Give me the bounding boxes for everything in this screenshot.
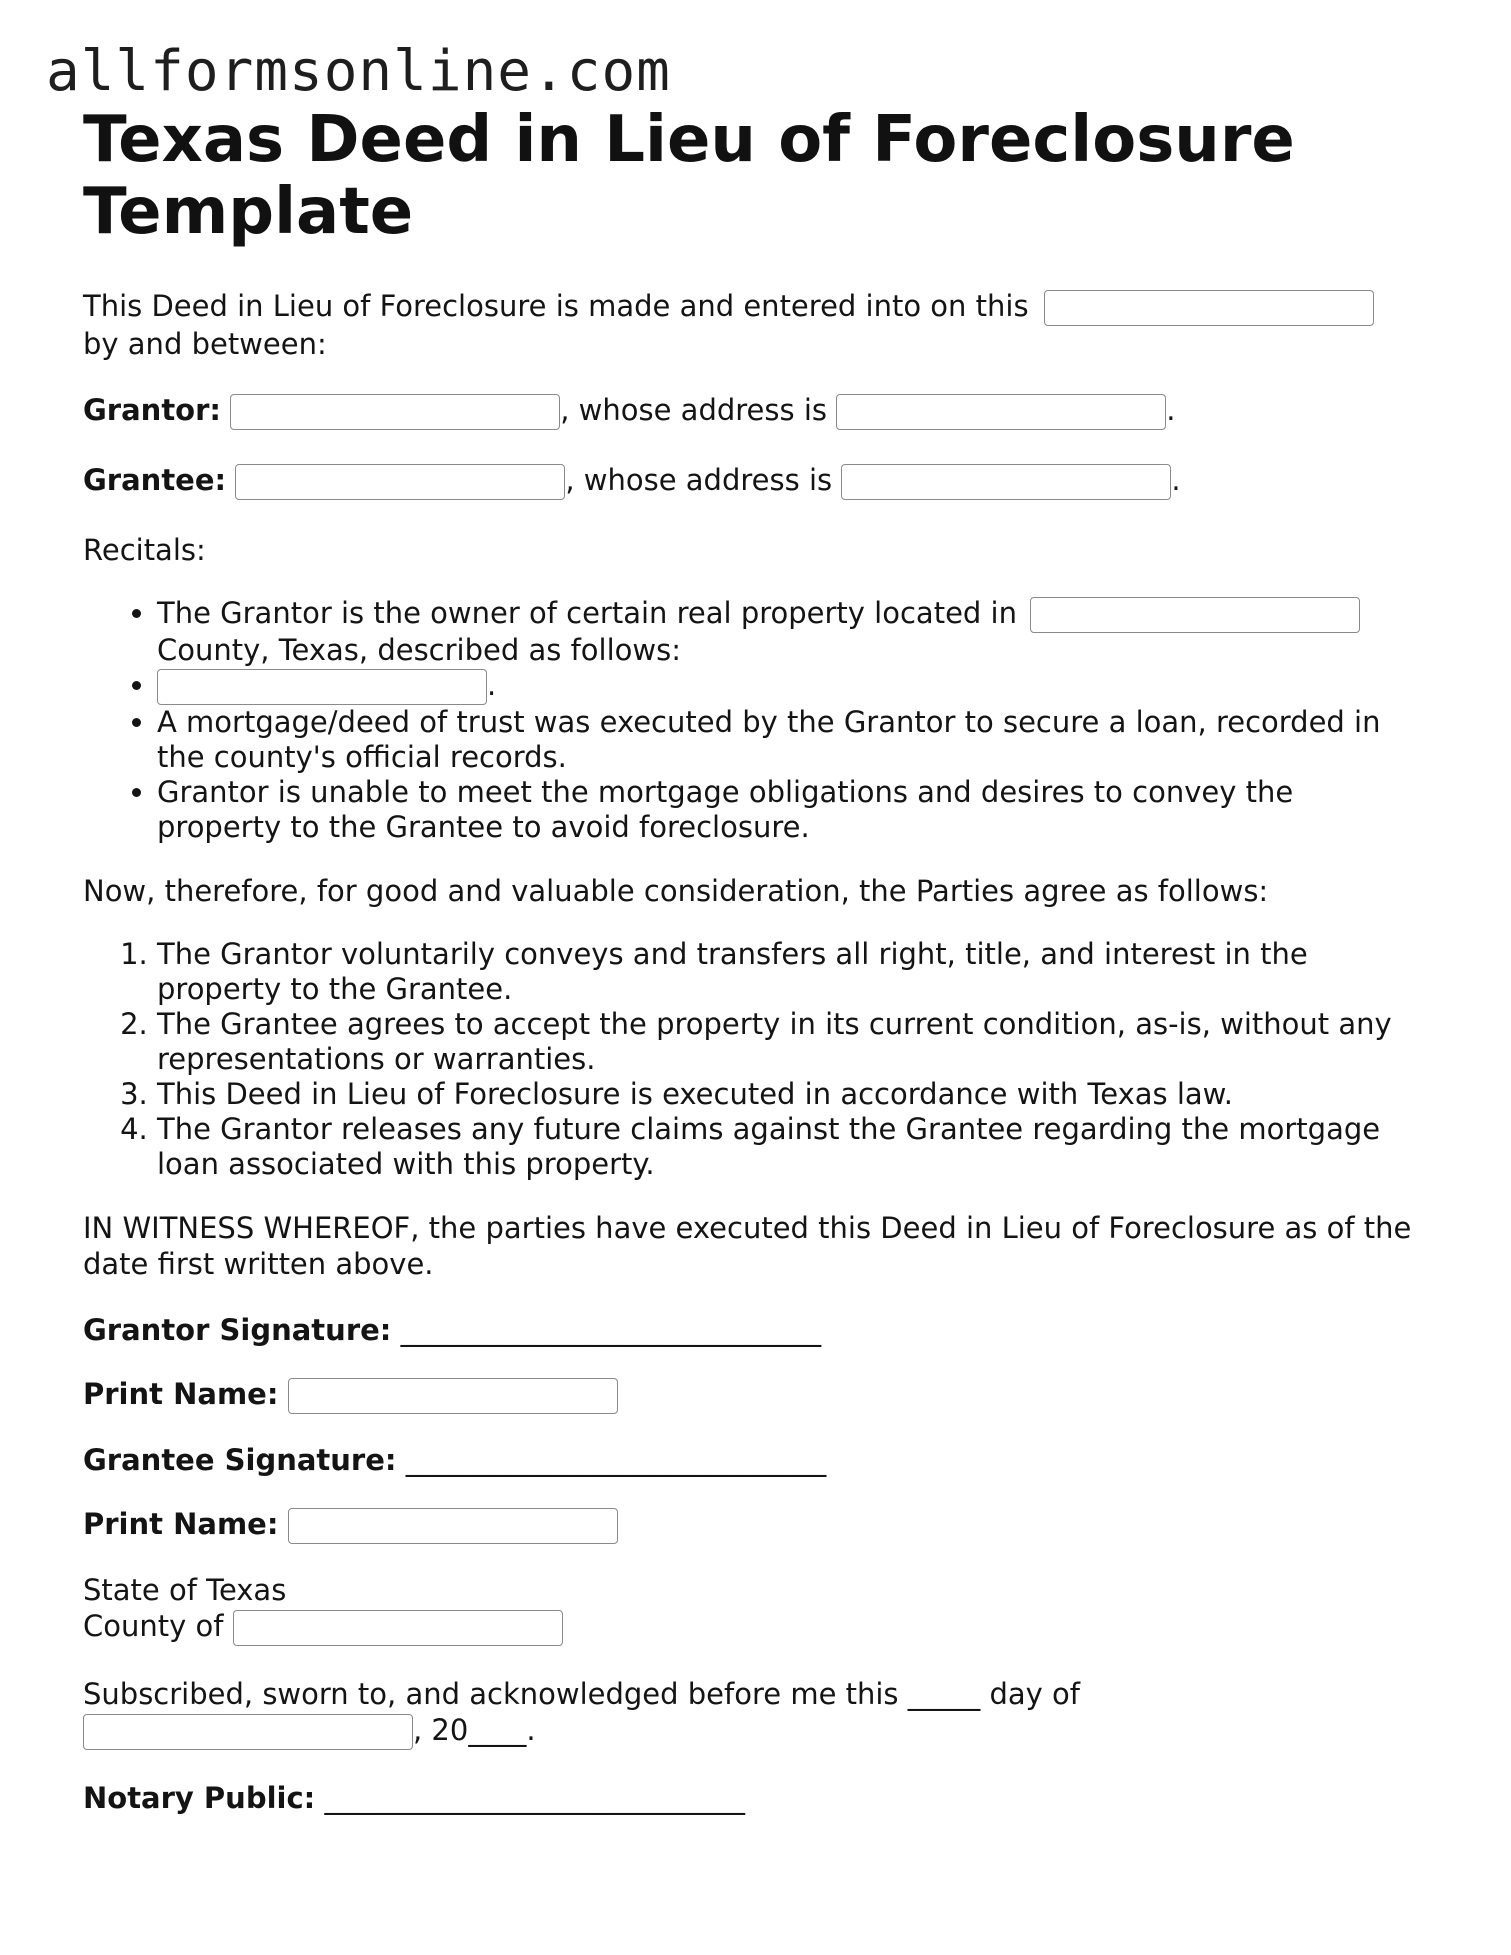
list-item: • A mortgage/deed of trust was executed by the Grantor to secure a loan, recorded in the county's official records. xyxy=(157,705,1423,775)
list-item: • . xyxy=(157,668,1423,705)
grantee-print-name-line xyxy=(83,1506,1423,1544)
notary-county-field[interactable] xyxy=(233,1610,563,1646)
grantor-address-field[interactable] xyxy=(836,394,1166,430)
list-item: • Grantor is unable to meet the mortgage obligations and desires to convey the property to the Grantee to avoid foreclosure. xyxy=(157,775,1423,845)
agreement-date-field[interactable] xyxy=(1044,290,1374,326)
grantor-print-name-field[interactable] xyxy=(288,1378,618,1414)
list-item: • The Grantor is the owner of certain real property located in County, Texas, described as follows: xyxy=(157,596,1423,668)
print-name-label: Print Name: xyxy=(83,1507,279,1541)
grantor-print-name-line xyxy=(83,1376,1423,1414)
list-item: 3. This Deed in Lieu of Foreclosure is executed in accordance with Texas law. xyxy=(157,1077,1423,1112)
notary-state: State of Texas xyxy=(83,1573,287,1607)
grantor-line: Grantor: , whose address is . xyxy=(83,392,1423,430)
site-watermark: allformsonline.com xyxy=(46,39,671,104)
grantee-print-name-field[interactable] xyxy=(288,1508,618,1544)
grantee-signature-blank[interactable]: _____________________________ xyxy=(405,1443,827,1477)
notary-public-label: Notary Public: xyxy=(83,1781,316,1815)
grantor-signature-blank[interactable]: _____________________________ xyxy=(400,1313,822,1347)
grantor-signature-line xyxy=(83,1312,1423,1348)
grantee-label: Grantee: xyxy=(83,463,227,497)
grantor-signature-label: Grantor Signature: xyxy=(83,1313,392,1347)
list-item: 1. The Grantor voluntarily conveys and transfers all right, title, and interest in the property to the Grantee. xyxy=(157,937,1423,1007)
notary-month-field[interactable] xyxy=(83,1714,413,1750)
notary-public-line xyxy=(83,1780,1423,1816)
grantee-signature-line xyxy=(83,1442,1423,1478)
grantee-signature-label: Grantee Signature: xyxy=(83,1443,397,1477)
recitals-list xyxy=(83,596,1423,845)
witness-paragraph: IN WITNESS WHEREOF, the parties have executed this Deed in Lieu of Foreclosure as of the date first written above. xyxy=(83,1211,1412,1281)
county-field[interactable] xyxy=(1030,597,1360,633)
terms-list xyxy=(83,937,1423,1182)
notary-signature-blank[interactable]: _____________________________ xyxy=(324,1781,745,1815)
grantor-label: Grantor: xyxy=(83,393,222,427)
notary-subscribed-paragraph: Subscribed, sworn to, and acknowledged before me this _____ day of , 20____. xyxy=(83,1676,1423,1750)
document-page xyxy=(83,104,1423,1816)
list-item: 2. The Grantee agrees to accept the property in its current condition, as-is, without any representations or warranties. xyxy=(157,1007,1423,1077)
intro-paragraph: This Deed in Lieu of Foreclosure is made and entered into on this by and between: xyxy=(83,288,1423,362)
print-name-label: Print Name: xyxy=(83,1377,279,1411)
recitals-heading: Recitals: xyxy=(83,533,206,567)
list-item: 4. The Grantor releases any future claims against the Grantee regarding the mortgage loan associated with this property. xyxy=(157,1112,1423,1182)
grantee-line: Grantee: , whose address is . xyxy=(83,462,1423,500)
grantor-name-field[interactable] xyxy=(230,394,560,430)
notary-county-line: County of xyxy=(83,1608,1423,1646)
property-description-field[interactable] xyxy=(157,669,487,705)
agreement-intro: Now, therefore, for good and valuable consideration, the Parties agree as follows: xyxy=(83,874,1269,908)
page-title: Texas Deed in Lieu of Foreclosure Template xyxy=(83,103,1295,249)
grantee-address-field[interactable] xyxy=(841,464,1171,500)
grantee-name-field[interactable] xyxy=(235,464,565,500)
